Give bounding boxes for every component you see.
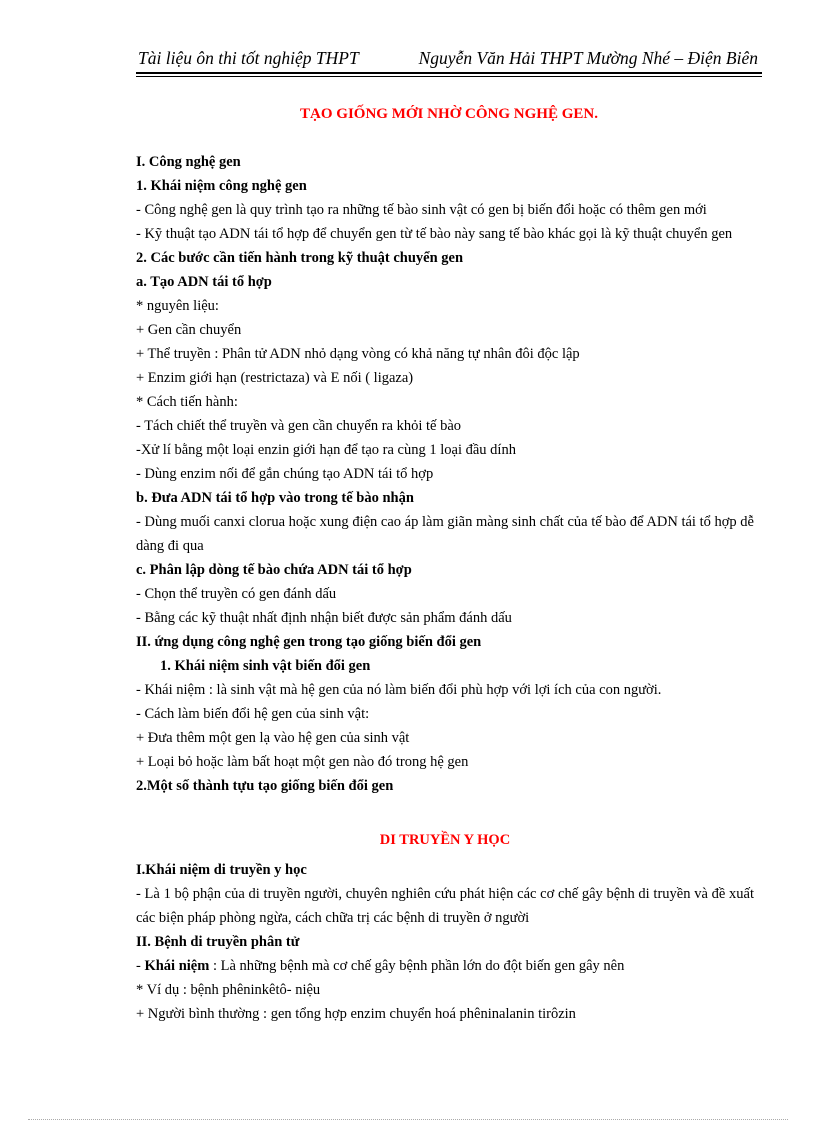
paragraph: - Là 1 bộ phận của di truyền người, chuyên nghiên cứu phát hiện các cơ chế gây bệnh di truyền và đề xuất các biện pháp phòng ngừa, cách chữa trị các bệnh di truyền ở người [136,886,754,926]
list-item: + Thể truyền : Phân tử ADN nhỏ dạng vòng có khả năng tự nhân đôi độc lập [136,346,580,362]
heading-molecular-disease: II. Bệnh di truyền phân tử [136,934,300,950]
list-item: * Ví dụ : bệnh phêninkêtô- niệu [136,982,321,998]
list-item: + Loại bỏ hoặc làm bất hoạt một gen nào đó trong hệ gen [136,754,469,770]
subheading-gene-technology-concept: 1. Khái niệm công nghệ gen [136,178,307,194]
header-rule-thin [136,76,762,77]
paragraph: - Cách làm biến đổi hệ gen của sinh vật: [136,706,370,722]
list-item: * Cách tiến hành: [136,394,238,410]
subheading-gmo-achievements: 2.Một số thành tựu tạo giống biến đổi gen [136,778,394,794]
list-item: -Xử lí bằng một loại enzin giới hạn để tạo ra cùng 1 loại đầu dính [136,442,516,458]
header-right-text: Nguyễn Văn Hải THPT Mường Nhé – Điện Biên [418,48,758,68]
paragraph: - Kỹ thuật tạo ADN tái tổ hợp để chuyển gen từ tế bào này sang tế bào khác gọi là kỹ thuật chuyển gen [136,226,733,242]
subheading-gmo-concept: 1. Khái niệm sinh vật biến đổi gen [160,658,371,674]
subheading-step-c: c. Phân lập dòng tế bào chứa ADN tái tổ hợp [136,562,412,578]
paragraph: - Công nghệ gen là quy trình tạo ra những tế bào sinh vật có gen bị biến đổi hoặc có thêm gen mới [136,202,707,218]
subheading-step-b: b. Đưa ADN tái tổ hợp vào trong tế bào nhận [136,490,414,506]
paragraph: - Khái niệm : Là những bệnh mà cơ chế gây bệnh phần lớn do đột biến gen gây nên [136,958,625,974]
list-item: - Dùng enzim nối để gắn chúng tạo ADN tái tổ hợp [136,466,434,482]
paragraph: - Dùng muối canxi clorua hoặc xung điện cao áp làm giãn màng sinh chất của tế bào để ADN tái tổ hợp dễ dàng đi qua [136,514,754,554]
list-item: - Chọn thể truyền có gen đánh dấu [136,586,337,602]
list-item: + Người bình thường : gen tổng hợp enzim chuyển hoá phêninalanin tirôzin [136,1006,576,1022]
document-body [136,150,754,1026]
list-item: + Đưa thêm một gen lạ vào hệ gen của sinh vật [136,730,410,746]
header-left-text: Tài liệu ôn thi tốt nghiệp THPT [138,48,359,68]
paragraph: - Khái niệm : là sinh vật mà hệ gen của nó làm biến đổi phù hợp với lợi ích của con người. [136,682,662,698]
list-item: - Bằng các kỹ thuật nhất định nhận biết được sản phẩm đánh dấu [136,610,512,626]
heading-medical-genetics-concept: I.Khái niệm di truyền y học [136,862,307,878]
header-rule-thick [136,72,762,74]
subheading-step-a: a. Tạo ADN tái tổ hợp [136,274,272,290]
heading-gene-applications: II. ứng dụng công nghệ gen trong tạo giống biến đổi gen [136,634,482,650]
section-title-gene-technology: TẠO GIỐNG MỚI NHỜ CÔNG NGHỆ GEN. [300,106,598,122]
list-item: + Enzim giới hạn (restrictaza) và E nối ( ligaza) [136,370,414,386]
subheading-gene-transfer-steps: 2. Các bước cần tiến hành trong kỹ thuật chuyển gen [136,250,464,266]
list-item: + Gen cần chuyển [136,322,242,338]
term-definition: : Là những bệnh mà cơ chế gây bệnh phần lớn do đột biến gen gây nên [209,958,625,974]
footer-rule [28,1119,788,1120]
list-item: * nguyên liệu: [136,298,219,314]
heading-gene-technology: I. Công nghệ gen [136,154,241,170]
term-label: Khái niệm [144,958,210,974]
page-header [136,46,758,70]
list-item: - Tách chiết thể truyền và gen cần chuyển ra khỏi tế bào [136,418,462,434]
section-title-medical-genetics: DI TRUYỀN Y HỌC [379,832,511,848]
